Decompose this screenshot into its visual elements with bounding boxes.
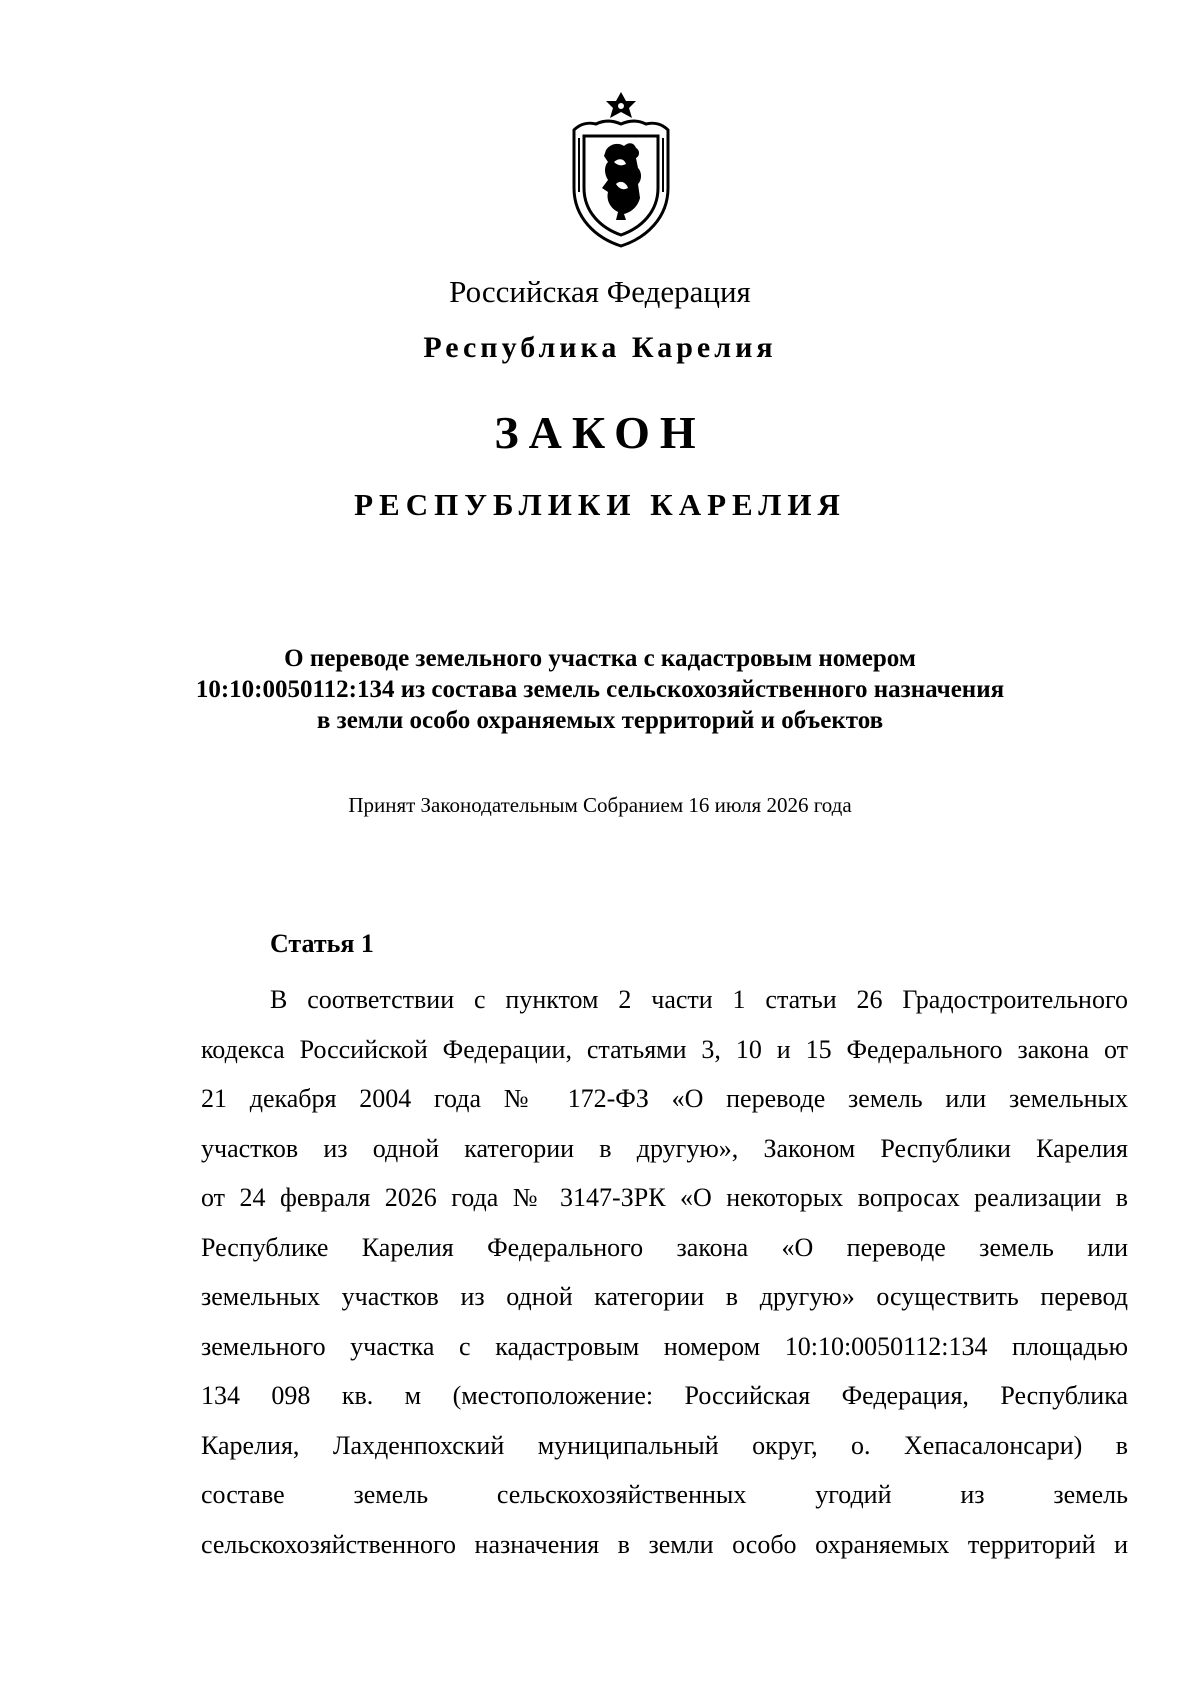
karelia-coat-of-arms-icon xyxy=(566,88,676,248)
law-title-line: в земли особо охраняемых территорий и объектов xyxy=(316,707,884,734)
article-text-line: 134 098 кв. м (местоположение: Российская Федерация, Республика xyxy=(201,1381,1128,1410)
country-name: Российская Федерация xyxy=(449,274,751,309)
article-heading: Статья 1 xyxy=(270,929,374,958)
law-heading: ЗАКОН xyxy=(494,407,706,458)
adoption-note: Принят Законодательным Собранием 16 июля 2026 года xyxy=(348,793,852,817)
law-subheading: РЕСПУБЛИКИ КАРЕЛИЯ xyxy=(354,487,846,522)
article-body xyxy=(201,975,1128,1569)
article-text-line: кодекса Российской Федерации, статьями 3, 10 и 15 Федерального закона от xyxy=(201,1034,1128,1064)
article-text-line: 21 декабря 2004 года № 172-ФЗ «О переводе земель или земельных xyxy=(201,1084,1128,1113)
article-text-line: сельскохозяйственного назначения в земли особо охраняемых территорий и xyxy=(201,1529,1128,1559)
article-text-line: земельного участка с кадастровым номером 10:10:0050112:134 площадью xyxy=(201,1331,1128,1361)
article-text-line: земельных участков из одной категории в другую» осуществить перевод xyxy=(201,1282,1128,1311)
law-title-line: О переводе земельного участка с кадастровым номером xyxy=(284,645,916,672)
article-text-line: В соответствии с пунктом 2 части 1 статьи 26 Градостроительного xyxy=(270,985,1128,1014)
article-text-line: участков из одной категории в другую», Законом Республики Карелия xyxy=(201,1133,1128,1163)
republic-name: Республика Карелия xyxy=(423,331,777,364)
article-text-line: от 24 февраля 2026 года № 3147-ЗРК «О некоторых вопросах реализации в xyxy=(201,1183,1128,1212)
article-text-line: Карелия, Лахденпохский муниципальный округ, о. Хепасалонсари) в xyxy=(201,1430,1128,1460)
article-text-line: Республике Карелия Федерального закона «О переводе земель или xyxy=(201,1232,1128,1262)
law-title-line: 10:10:0050112:134 из состава земель сельскохозяйственного назначения xyxy=(195,676,1005,703)
law-title xyxy=(120,643,1080,736)
article-text-line: составе земель сельскохозяйственных угодий из земель xyxy=(201,1480,1128,1509)
